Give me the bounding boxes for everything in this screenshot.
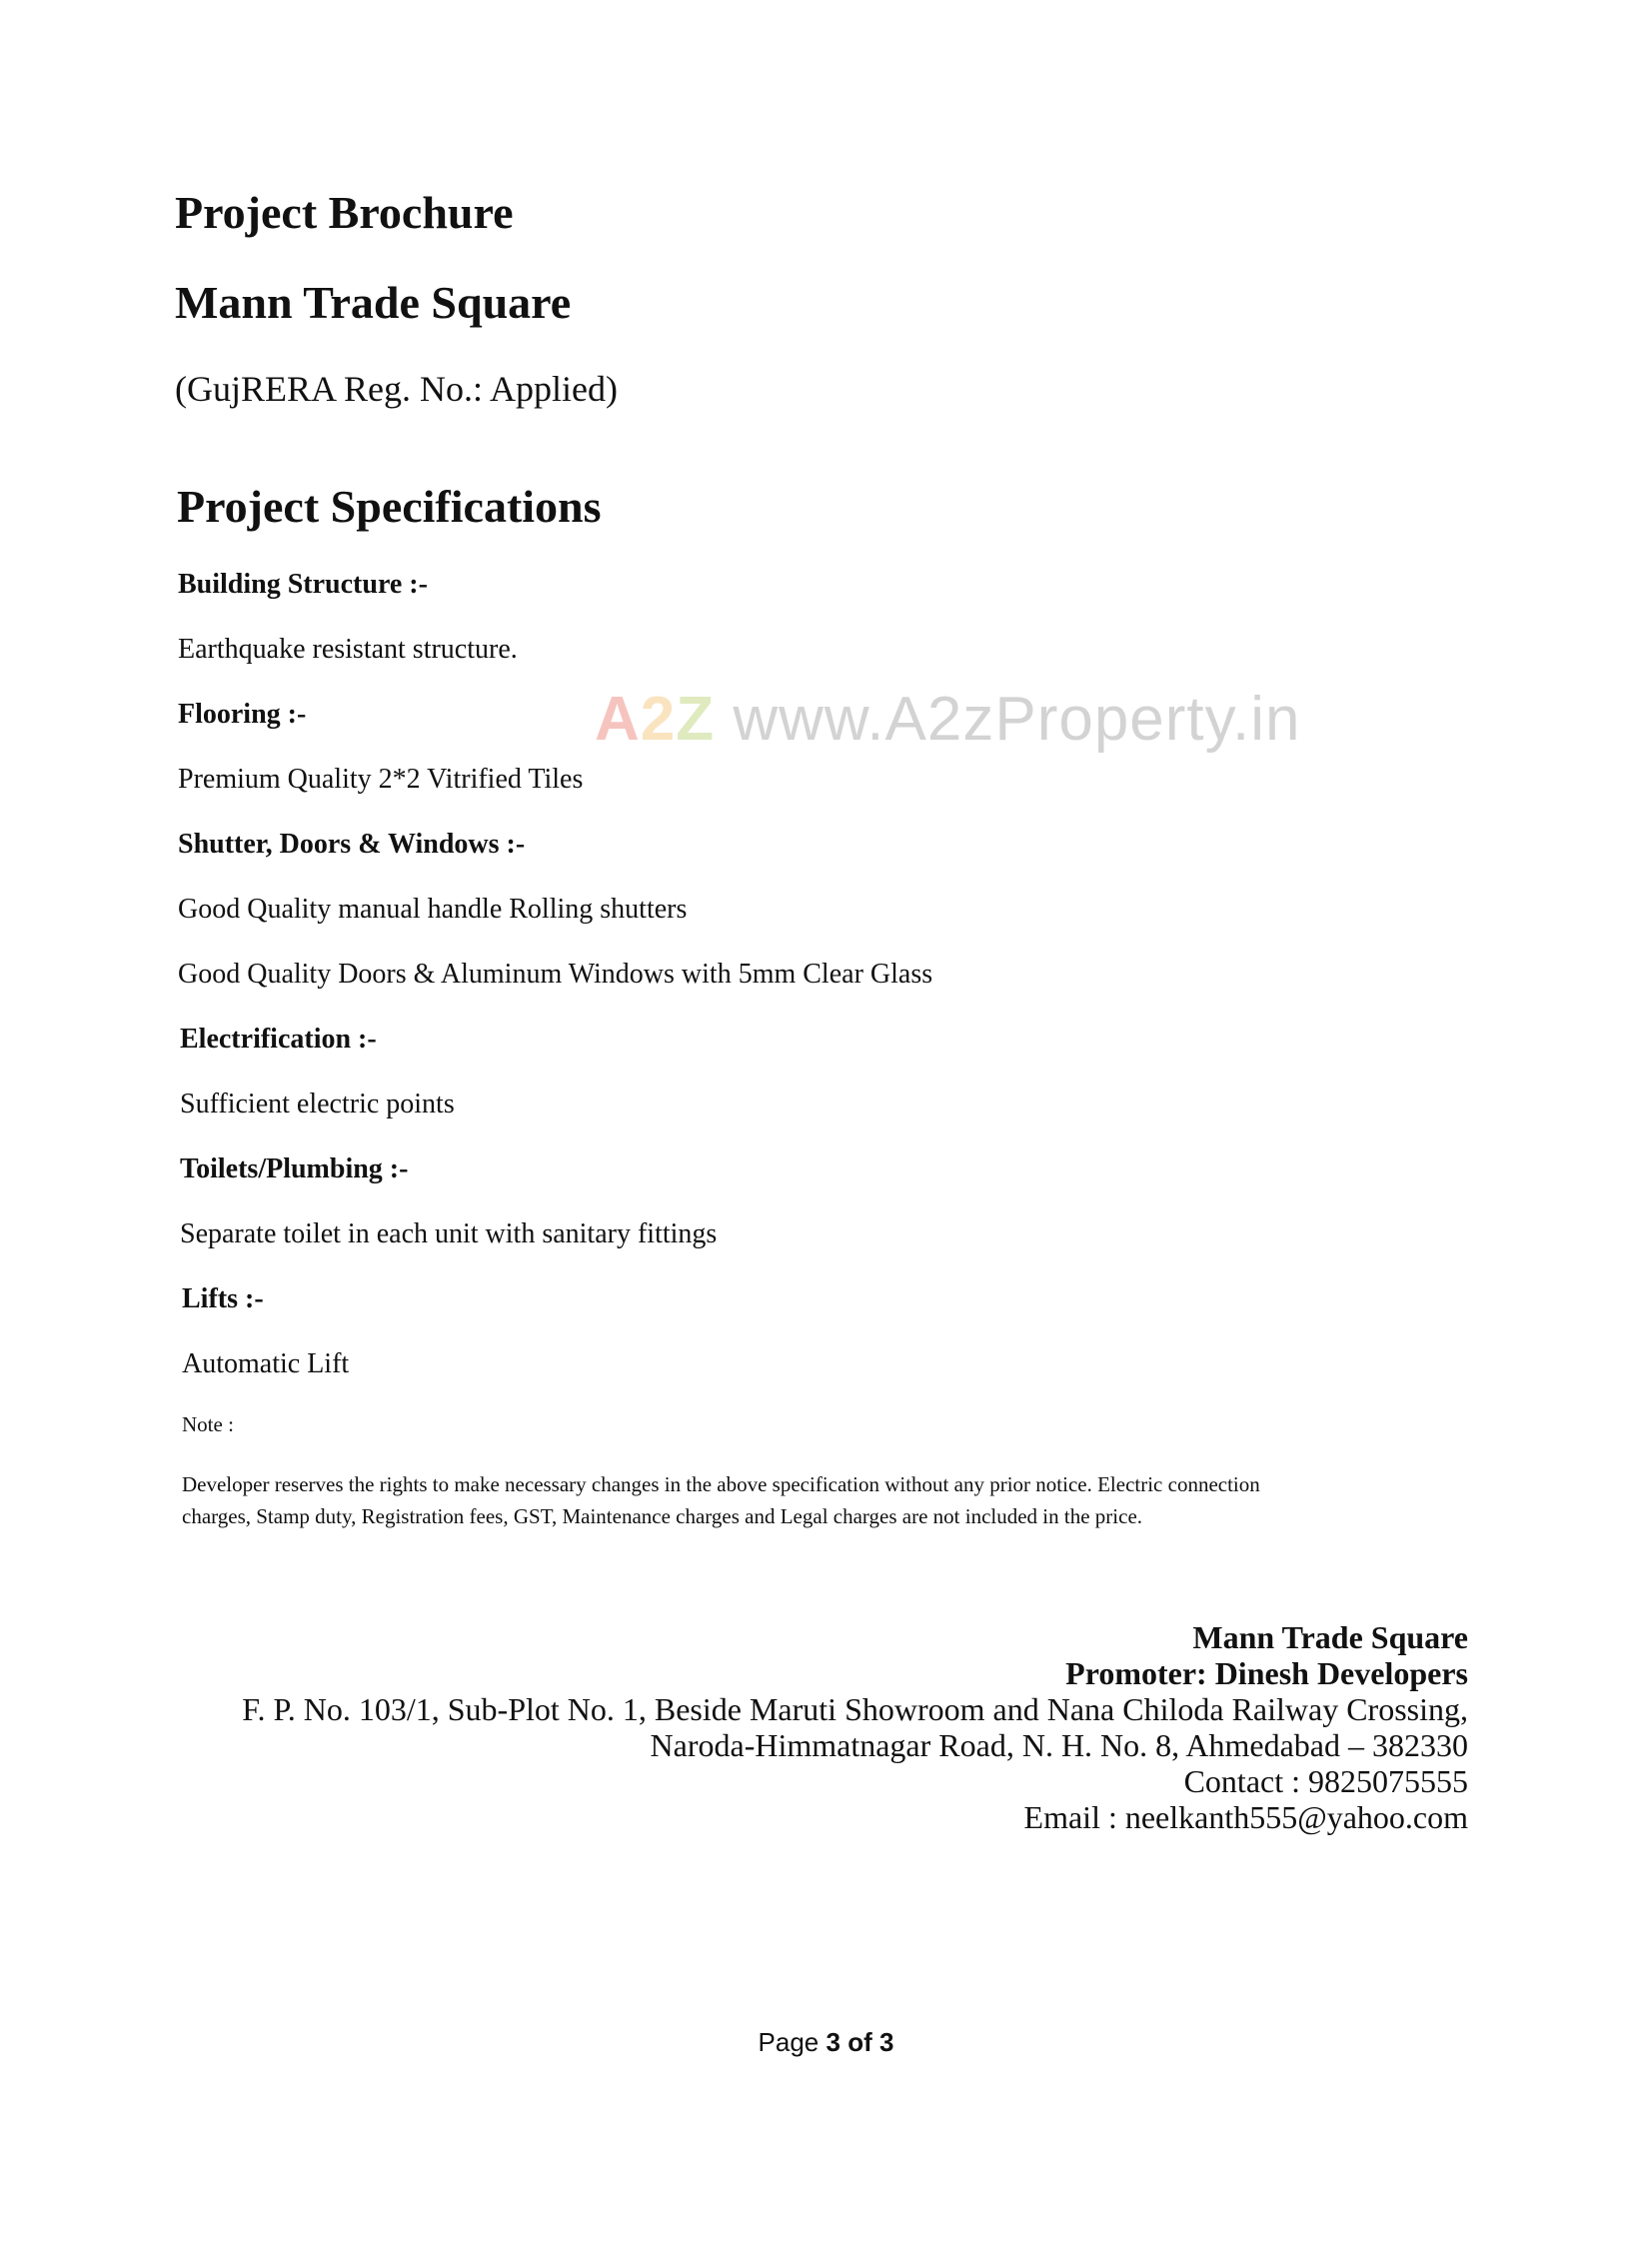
note-label: Note : xyxy=(182,1412,234,1436)
page-number xyxy=(0,2027,1652,2058)
spec-item: Separate toilet in each unit with sanitary fittings xyxy=(180,1218,718,1249)
page-of: of xyxy=(847,2027,872,2057)
section-heading-flooring: Flooring :- xyxy=(178,699,307,730)
footer-email: Email : neelkanth555@yahoo.com xyxy=(1023,1799,1468,1835)
spec-item: Automatic Lift xyxy=(182,1348,350,1379)
project-name: Mann Trade Square xyxy=(175,277,572,328)
watermark-letter: 2 xyxy=(640,685,677,754)
footer-promoter: Promoter: Dinesh Developers xyxy=(1065,1655,1468,1691)
registration-status: (GujRERA Reg. No.: Applied) xyxy=(175,369,618,409)
page-prefix: Page xyxy=(758,2027,820,2057)
watermark xyxy=(595,684,1301,755)
section-heading-electrification: Electrification :- xyxy=(180,1024,377,1055)
page-total: 3 xyxy=(878,2027,894,2057)
footer-address-line: F. P. No. 103/1, Sub-Plot No. 1, Beside Maruti Showroom and Nana Chiloda Railway Crossing, xyxy=(242,1691,1468,1727)
note-text-line: Developer reserves the rights to make necessary changes in the above specification without any prior notice. Electric connection xyxy=(182,1472,1260,1496)
specifications-heading: Project Specifications xyxy=(177,481,602,532)
spec-item: Good Quality Doors & Aluminum Windows with 5mm Clear Glass xyxy=(178,959,933,990)
spec-item: Premium Quality 2*2 Vitrified Tiles xyxy=(178,764,584,795)
watermark-letter: Z xyxy=(676,685,716,754)
document-title: Project Brochure xyxy=(175,187,514,238)
section-heading-shutter-doors-windows: Shutter, Doors & Windows :- xyxy=(178,829,526,860)
section-heading-toilets-plumbing: Toilets/Plumbing :- xyxy=(180,1153,409,1184)
spec-item: Earthquake resistant structure. xyxy=(178,634,518,665)
section-heading-lifts: Lifts :- xyxy=(182,1283,264,1314)
spec-item: Sufficient electric points xyxy=(180,1089,455,1120)
watermark-url: www.A2zProperty.in xyxy=(733,685,1301,754)
watermark-letter: A xyxy=(595,685,641,754)
note-text-line: charges, Stamp duty, Registration fees, GST, Maintenance charges and Legal charges are not included in the price. xyxy=(182,1504,1143,1528)
footer-contact: Contact : 9825075555 xyxy=(1183,1763,1468,1799)
spec-item: Good Quality manual handle Rolling shutters xyxy=(178,894,688,925)
footer-project-name: Mann Trade Square xyxy=(1192,1619,1468,1655)
section-heading-building-structure: Building Structure :- xyxy=(178,569,428,600)
page-current: 3 xyxy=(826,2027,840,2057)
footer-address-line: Naroda-Himmatnagar Road, N. H. No. 8, Ahmedabad – 382330 xyxy=(650,1727,1468,1763)
